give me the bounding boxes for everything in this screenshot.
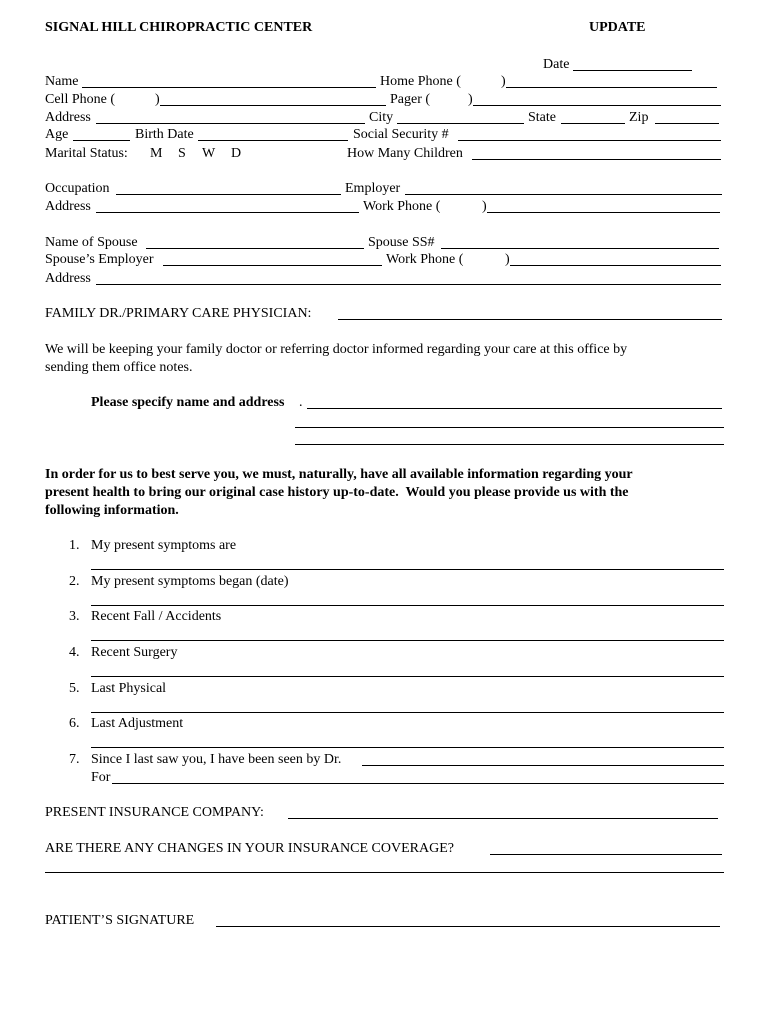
spouse-work-phone-label: Work Phone ( <box>386 252 464 267</box>
birth-date-label: Birth Date <box>135 127 194 142</box>
city-field[interactable] <box>397 123 524 124</box>
answer-line[interactable] <box>91 640 724 641</box>
children-field[interactable] <box>472 159 721 160</box>
spouse-employer-field[interactable] <box>163 265 382 266</box>
answer-line[interactable] <box>91 569 724 570</box>
question-number: 7. <box>69 752 80 767</box>
work-phone-field[interactable] <box>487 212 720 213</box>
spouse-address-field[interactable] <box>96 284 721 285</box>
home-phone-paren: ) <box>501 74 506 89</box>
intro-line-3: following information. <box>45 503 179 518</box>
for-field[interactable] <box>112 783 724 784</box>
zip-label: Zip <box>629 110 649 125</box>
clinic-title: SIGNAL HILL CHIROPRACTIC CENTER <box>45 20 313 35</box>
question-number: 4. <box>69 645 80 660</box>
question-label: Last Physical <box>91 681 167 696</box>
question-label: My present symptoms are <box>91 538 237 553</box>
spouse-name-label: Name of Spouse <box>45 235 138 250</box>
answer-line[interactable] <box>91 605 724 606</box>
intro-line-2: present health to bring our original case history up-to-date. Would you please provide us with the <box>45 485 629 500</box>
state-label: State <box>528 110 556 125</box>
spouse-employer-label: Spouse’s Employer <box>45 252 154 267</box>
marital-status-label: Marital Status: <box>45 146 128 161</box>
question-label: Since I last saw you, I have been seen by Dr. <box>91 752 342 767</box>
physician-field[interactable] <box>338 319 722 320</box>
date-label: Date <box>543 57 570 72</box>
work-phone-paren: ) <box>482 199 487 214</box>
work-phone-label: Work Phone ( <box>363 199 441 214</box>
specify-label: Please specify name and address <box>91 395 285 410</box>
question-label: Last Adjustment <box>91 716 184 731</box>
age-field[interactable] <box>73 140 130 141</box>
employer-label: Employer <box>345 181 401 196</box>
name-label: Name <box>45 74 79 89</box>
occupation-field[interactable] <box>116 194 341 195</box>
spouse-work-phone-paren: ) <box>505 252 510 267</box>
insurance-company-field[interactable] <box>288 818 718 819</box>
cell-phone-paren: ) <box>155 92 160 107</box>
address-field[interactable] <box>96 123 365 124</box>
intro-line-1: In order for us to best serve you, we must, naturally, have all available information regarding your <box>45 467 633 482</box>
question-number: 6. <box>69 716 80 731</box>
home-phone-field[interactable] <box>506 87 717 88</box>
age-label: Age <box>45 127 69 142</box>
question-label: Recent Surgery <box>91 645 178 660</box>
birth-date-field[interactable] <box>198 140 348 141</box>
home-phone-label: Home Phone ( <box>380 74 461 89</box>
marital-option-d[interactable]: D <box>231 146 242 161</box>
cell-phone-field[interactable] <box>160 105 386 106</box>
children-label: How Many Children <box>347 146 463 161</box>
answer-line[interactable] <box>91 676 724 677</box>
answer-line[interactable] <box>91 712 724 713</box>
marital-option-m[interactable]: M <box>150 146 163 161</box>
marital-option-w[interactable]: W <box>202 146 216 161</box>
address-label: Address <box>45 110 91 125</box>
physician-address-field-3[interactable] <box>295 444 724 445</box>
pager-field[interactable] <box>473 105 721 106</box>
spouse-name-field[interactable] <box>146 248 364 249</box>
spouse-ssn-field[interactable] <box>441 248 719 249</box>
employer-field[interactable] <box>405 194 722 195</box>
insurance-company-label: PRESENT INSURANCE COMPANY: <box>45 805 264 820</box>
answer-line[interactable] <box>91 747 724 748</box>
work-address-field[interactable] <box>96 212 359 213</box>
pager-label: Pager ( <box>390 92 431 107</box>
physician-note-line-1: We will be keeping your family doctor or referring doctor informed regarding your care at this office by <box>45 342 628 357</box>
physician-note-line-2: sending them office notes. <box>45 360 193 375</box>
insurance-changes-field-2[interactable] <box>45 872 724 873</box>
spouse-address-label: Address <box>45 271 91 286</box>
spouse-work-phone-field[interactable] <box>510 265 721 266</box>
question-number: 2. <box>69 574 80 589</box>
city-label: City <box>369 110 394 125</box>
work-address-label: Address <box>45 199 91 214</box>
question-label: My present symptoms began (date) <box>91 574 289 589</box>
question-number: 1. <box>69 538 80 553</box>
date-field[interactable] <box>573 70 692 71</box>
state-field[interactable] <box>561 123 625 124</box>
signature-label: PATIENT’S SIGNATURE <box>45 913 195 928</box>
ssn-field[interactable] <box>458 140 721 141</box>
marital-option-s[interactable]: S <box>178 146 186 161</box>
physician-address-field-2[interactable] <box>295 427 724 428</box>
physician-label: FAMILY DR./PRIMARY CARE PHYSICIAN: <box>45 306 312 321</box>
zip-field[interactable] <box>655 123 719 124</box>
physician-address-field-1[interactable] <box>307 408 722 409</box>
cell-phone-label: Cell Phone ( <box>45 92 115 107</box>
spouse-ssn-label: Spouse SS# <box>368 235 435 250</box>
question-label: Recent Fall / Accidents <box>91 609 222 624</box>
insurance-changes-field[interactable] <box>490 854 722 855</box>
question-number: 3. <box>69 609 80 624</box>
form-type-title: UPDATE <box>589 20 646 35</box>
pager-paren: ) <box>468 92 473 107</box>
ssn-label: Social Security # <box>353 127 449 142</box>
name-field[interactable] <box>82 87 376 88</box>
signature-field[interactable] <box>216 926 720 927</box>
insurance-changes-label: ARE THERE ANY CHANGES IN YOUR INSURANCE COVERAGE? <box>45 841 454 856</box>
specify-period: . <box>299 395 303 410</box>
occupation-label: Occupation <box>45 181 110 196</box>
for-label: For <box>91 770 111 785</box>
seen-by-dr-field[interactable] <box>362 765 724 766</box>
question-number: 5. <box>69 681 80 696</box>
